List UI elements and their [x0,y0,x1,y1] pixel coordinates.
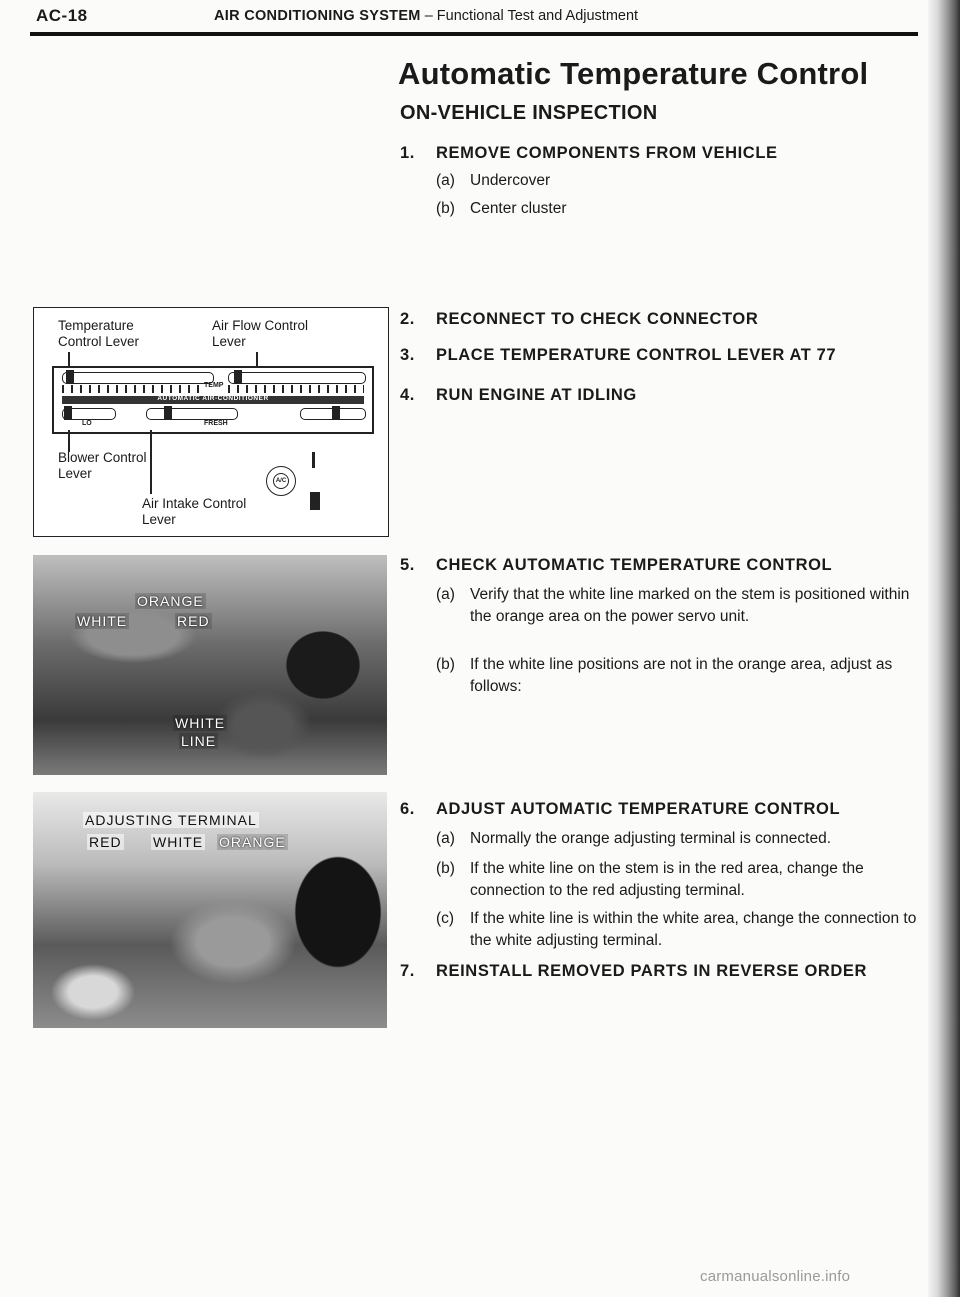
step-6b [436,858,922,902]
adjusting-terminal-photo [33,792,387,1028]
airflow-lever-knob [234,370,242,384]
section-subtitle: – Functional Test and Adjustment [424,8,639,24]
temperature-scale [62,385,202,393]
sub-text: If the white line on the stem is in the red area, change the connection to the red adjusting terminal. [470,860,864,899]
step-5b [436,654,922,698]
air-intake-control-lever-label: Air Intake Control Lever [142,496,247,527]
sub-text: If the white line positions are not in the orange area, adjust as follows: [470,656,893,695]
step-text: REINSTALL REMOVED PARTS IN REVERSE ORDER [436,962,868,980]
step-3 [400,346,836,365]
watermark: carmanualsonline.info [700,1268,851,1285]
section-title: ON-VEHICLE INSPECTION [400,102,658,124]
step-2 [400,310,758,329]
step-number: 3. [400,346,415,364]
photo-label-white: WHITE [77,613,128,629]
temperature-control-lever-label: Temperature Control Lever [58,318,140,349]
photo-label-white-line-1: WHITE [175,715,226,731]
control-panel-diagram [33,307,389,537]
intake-lever-knob [164,406,172,420]
airflow-mode-knob [332,406,340,420]
ac-button [266,466,296,496]
sub-text: Normally the orange adjusting terminal is connected. [470,830,831,847]
servo-unit-photo [33,555,387,775]
sub-label: (a) [436,830,455,847]
step-text: CHECK AUTOMATIC TEMPERATURE CONTROL [436,556,833,574]
airflow-lever-track [228,372,366,384]
step-6 [400,800,840,819]
blower-scale: LO [82,420,92,427]
blower-control-lever-label: Blower Control Lever [58,450,147,481]
sub-label: (a) [436,172,455,189]
temperature-lever-knob [66,370,74,384]
step-text: RUN ENGINE AT IDLING [436,386,637,404]
step-number: 6. [400,800,415,818]
photo-label-white: WHITE [153,834,204,850]
step-6c [436,908,922,952]
step-text: RECONNECT TO CHECK CONNECTOR [436,310,759,328]
sub-text: Center cluster [470,200,567,217]
step-6a [436,828,922,850]
section-name: AIR CONDITIONING SYSTEM [214,8,421,24]
page-binding-edge [928,0,960,1297]
temperature-lever-track [62,372,214,384]
section-header [214,8,638,24]
page-code: AC-18 [36,6,88,25]
page-title: Automatic Temperature Control [398,56,869,91]
sub-text: Undercover [470,172,551,189]
sub-label: (b) [436,656,455,673]
photo-label-white-line-2: LINE [181,733,217,749]
step-1a [436,170,916,192]
recirculate-icon [312,452,315,468]
photo-label-red: RED [89,834,122,850]
intake-lever-track [146,408,238,420]
step-text: ADJUST AUTOMATIC TEMPERATURE CONTROL [436,800,841,818]
step-number: 5. [400,556,415,574]
temp-scale-end: TEMP [204,382,224,389]
ac-button-label: A/C [273,473,289,489]
step-number: 1. [400,144,415,162]
panel-nameplate [62,396,364,404]
step-1b [436,198,916,220]
fresh-air-icon [310,492,320,510]
sub-label: (b) [436,860,455,877]
step-4 [400,386,637,405]
leader-line [150,430,152,494]
step-text: REMOVE COMPONENTS FROM VEHICLE [436,144,778,162]
air-flow-control-lever-label: Air Flow Control Lever [212,318,309,349]
step-5a [436,584,922,628]
header-rule [30,32,918,36]
leader-line [68,430,70,452]
step-number: 7. [400,962,415,980]
photo-label-red: RED [177,613,210,629]
photo-label-orange: ORANGE [137,593,204,609]
step-number: 2. [400,310,415,328]
sub-text: If the white line is within the white area, change the connection to the white adjusting terminal. [470,910,917,949]
intake-scale-end: FRESH [204,420,228,427]
photo-label-adjusting-terminal: ADJUSTING TERMINAL [85,812,257,828]
sub-label: (a) [436,586,455,603]
step-1 [400,144,778,163]
climate-control-panel [52,366,374,434]
blower-lever-knob [64,406,72,420]
photo-label-orange: ORANGE [219,834,286,850]
sub-text: Verify that the white line marked on the stem is positioned within the orange area on the power servo unit. [470,586,910,625]
step-7 [400,962,867,981]
step-text: PLACE TEMPERATURE CONTROL LEVER AT 77 [436,346,837,364]
panel-nameplate-text: AUTOMATIC AIR-CONDITIONER [157,395,269,402]
sub-label: (b) [436,200,455,217]
sub-label: (c) [436,910,455,927]
airflow-scale [228,385,364,393]
step-5 [400,556,832,575]
step-number: 4. [400,386,415,404]
